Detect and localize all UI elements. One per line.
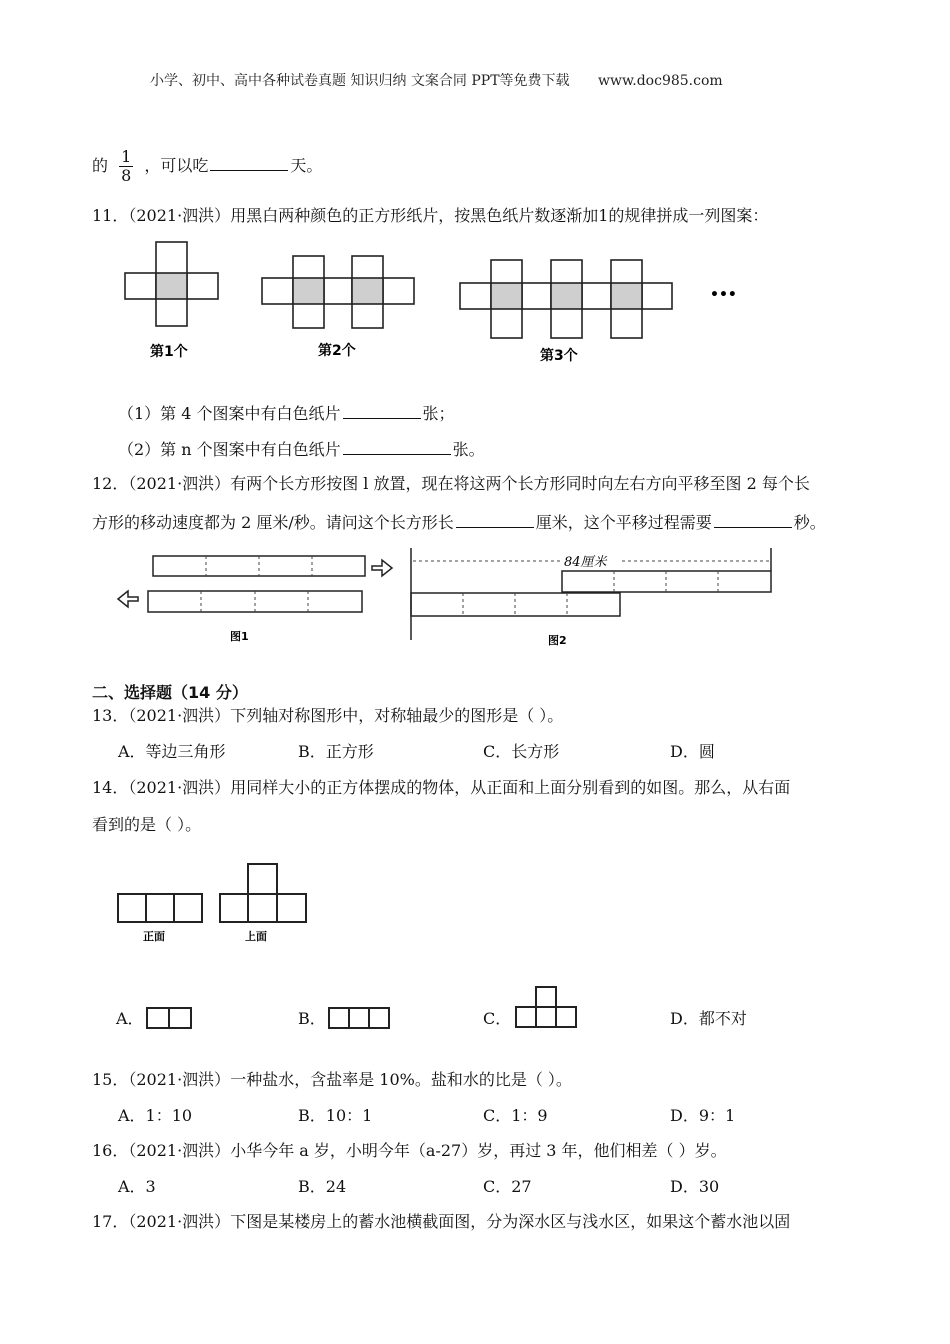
q11-source: （2021·泗洪） <box>128 206 231 225</box>
q15-option-b[interactable]: B．10：1 <box>298 1106 373 1125</box>
q13-text: 下列轴对称图形中，对称轴最少的图形是（ ）。 <box>230 706 564 725</box>
q13-option-a[interactable]: A．等边三角形 <box>118 742 226 761</box>
q17-source: （2021·泗洪） <box>128 1212 231 1231</box>
q17-text: 下图是某楼房上的蓄水池横截面图，分为深水区与浅水区，如果这个蓄水池以固 <box>230 1212 791 1231</box>
q14-option-a[interactable]: A． <box>116 1009 144 1028</box>
q13-number: 13． <box>92 706 129 725</box>
q15-option-a[interactable]: A．1：10 <box>118 1106 193 1125</box>
q16-number: 16． <box>92 1141 129 1160</box>
q11-sub1-pre: （1）第 4 个图案中有白色纸片 <box>118 404 341 423</box>
q10-mid: ，可以吃 <box>144 156 209 175</box>
q14-top-label: 上面 <box>245 930 267 943</box>
q12-line2-b: 厘米，这个平移过程需要 <box>535 513 712 532</box>
q14-option-c[interactable]: C． <box>483 1009 512 1028</box>
q16-text: 小华今年 a 岁，小明今年（a-27）岁，再过 3 年，他们相差（ ）岁。 <box>230 1141 727 1160</box>
q15-source: （2021·泗洪） <box>128 1070 231 1089</box>
q10-pre: 的 <box>92 156 109 175</box>
q16-source: （2021·泗洪） <box>128 1141 231 1160</box>
q13-option-c[interactable]: C．长方形 <box>483 742 560 761</box>
q12-fig1-label: 图1 <box>230 630 249 643</box>
q11-fig1-label: 第1个 <box>150 344 188 360</box>
q14-source: （2021·泗洪） <box>128 778 231 797</box>
q11-sub2-post: 张。 <box>452 440 485 459</box>
q12-line2-c: 秒。 <box>793 513 826 532</box>
q12-line2-a: 方形的移动速度都为 2 厘米/秒。请问这个长方形长 <box>92 513 454 532</box>
q14-number: 14． <box>92 778 129 797</box>
q16-option-d[interactable]: D．30 <box>670 1177 720 1196</box>
q11-ellipsis: ••• <box>710 287 737 303</box>
section-choice-title: 二、选择题（14 分） <box>92 683 248 702</box>
q11-sub2-pre: （2）第 n 个图案中有白色纸片 <box>118 440 341 459</box>
q12-dim-label: 84厘米 <box>564 555 607 570</box>
q16-option-a[interactable]: A．3 <box>118 1177 156 1196</box>
q15-option-c[interactable]: C．1：9 <box>483 1106 548 1125</box>
q11-number: 11． <box>92 206 129 225</box>
q13-option-b[interactable]: B．正方形 <box>298 742 374 761</box>
q10-frac-den: 8 <box>121 166 132 185</box>
q16-option-b[interactable]: B．24 <box>298 1177 347 1196</box>
q10-frac-num: 1 <box>121 147 132 166</box>
q11-sub1-post: 张； <box>422 404 455 423</box>
q12-source: （2021·泗洪） <box>128 474 231 493</box>
q14-option-b[interactable]: B． <box>298 1009 326 1028</box>
q16-option-c[interactable]: C．27 <box>483 1177 532 1196</box>
q12-number: 12． <box>92 474 129 493</box>
q14-line1-text: 用同样大小的正方体摆成的物体，从正面和上面分别看到的如图。那么，从右面 <box>230 778 791 797</box>
q11-fig2-label: 第2个 <box>318 343 356 359</box>
q13-option-d[interactable]: D．圆 <box>670 742 715 761</box>
q11-text: 用黑白两种颜色的正方形纸片，按黑色纸片数逐渐加1的规律拼成一列图案： <box>230 206 769 225</box>
q17-number: 17． <box>92 1212 129 1231</box>
header-left-text: 小学、初中、高中各种试卷真题 知识归纳 文案合同 PPT等免费下载 <box>150 73 570 89</box>
q15-stem <box>92 1070 572 1090</box>
q14-line2: 看到的是（ ）。 <box>92 815 202 834</box>
q15-option-d[interactable]: D．9：1 <box>670 1106 736 1125</box>
q12-line1-text: 有两个长方形按图 l 放置，现在将这两个长方形同时向左右方向平移至图 2 每个长 <box>230 474 810 493</box>
q10-post: 天。 <box>290 156 323 175</box>
q15-text: 一种盐水，含盐率是 10%。盐和水的比是（ ）。 <box>230 1070 572 1089</box>
q12-fig2-label: 图2 <box>548 634 567 647</box>
q11-fig3-label: 第3个 <box>540 348 578 364</box>
q13-source: （2021·泗洪） <box>128 706 231 725</box>
q15-number: 15． <box>92 1070 129 1089</box>
header-url-link[interactable]: www.doc985.com <box>597 73 723 89</box>
q14-option-d[interactable]: D．都不对 <box>670 1009 747 1028</box>
q16-stem <box>92 1141 727 1161</box>
q17-stem <box>92 1212 790 1232</box>
q14-front-label: 正面 <box>143 930 165 943</box>
